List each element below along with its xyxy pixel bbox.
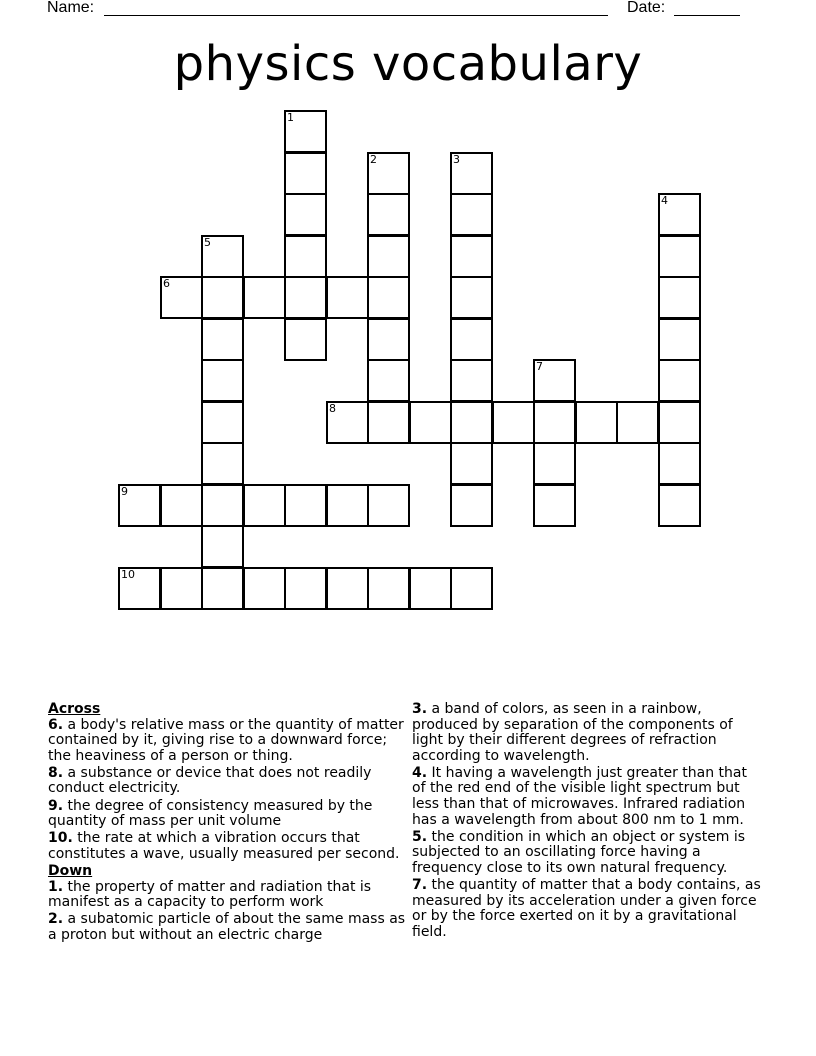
grid-cell[interactable] [450, 235, 493, 278]
grid-cell[interactable] [409, 567, 452, 610]
grid-cell[interactable] [533, 401, 576, 444]
grid-cell[interactable] [533, 484, 576, 527]
grid-cell[interactable] [326, 276, 369, 319]
clue-text: a substance or device that does not readily conduct electricity. [48, 764, 372, 797]
grid-cell[interactable] [243, 567, 286, 610]
clue-text: the quantity of matter that a body contains, as measured by its acceleration under a given force or by the force exerted on it by a gravitational field. [412, 877, 761, 940]
grid-cell[interactable] [533, 442, 576, 485]
clue-text: It having a wavelength just greater than that of the red end of the visible light spectrum but less than that of microwaves. Infrared radiation has a wavelength from about 800 nm to 1 mm. [412, 764, 747, 828]
across-heading: Across [48, 701, 101, 717]
grid-cell[interactable] [658, 359, 701, 402]
down-heading: Down [48, 862, 93, 879]
grid-cell[interactable] [450, 484, 493, 527]
clue-number: 1. [48, 878, 64, 895]
cell-number: 5 [204, 236, 211, 249]
grid-cell[interactable] [160, 567, 203, 610]
grid-cell[interactable] [326, 401, 369, 444]
cell-number: 3 [453, 153, 460, 166]
grid-cell[interactable] [201, 401, 244, 444]
grid-cell[interactable] [243, 276, 286, 319]
cell-number: 1 [287, 111, 294, 124]
grid-cell[interactable] [367, 318, 410, 361]
grid-cell[interactable] [450, 276, 493, 319]
name-label: Name: [47, 0, 95, 16]
grid-cell[interactable] [326, 567, 369, 610]
grid-cell[interactable] [575, 401, 618, 444]
grid-cell[interactable] [367, 276, 410, 319]
clue-down [48, 880, 406, 911]
puzzle-title: physics vocabulary [173, 36, 643, 92]
grid-cell[interactable] [450, 318, 493, 361]
grid-cell[interactable] [658, 276, 701, 319]
grid-cell[interactable] [201, 276, 244, 319]
clue-number: 8. [48, 764, 64, 781]
grid-cell[interactable] [450, 401, 493, 444]
grid-cell[interactable] [284, 484, 327, 527]
clue-down [412, 702, 762, 764]
clue-text: the rate at which a vibration occurs that constitutes a wave, usually measured per second. [48, 830, 400, 862]
grid-cell[interactable] [201, 567, 244, 610]
grid-cell[interactable] [118, 567, 161, 610]
grid-cell[interactable] [284, 567, 327, 610]
clue-number: 2. [48, 911, 64, 928]
clue-number: 10. [48, 830, 73, 847]
grid-cell[interactable] [409, 401, 452, 444]
grid-cell[interactable] [492, 401, 535, 444]
cell-number: 4 [661, 194, 668, 207]
grid-cell[interactable] [201, 484, 244, 527]
grid-cell[interactable] [367, 567, 410, 610]
cell-number: 2 [370, 153, 377, 166]
grid-cell[interactable] [367, 484, 410, 527]
grid-cell[interactable] [367, 193, 410, 236]
grid-cell[interactable] [450, 442, 493, 485]
clue-number: 6. [48, 716, 64, 733]
clue-across [48, 831, 406, 862]
clue-across [48, 718, 406, 765]
grid-cell[interactable] [367, 152, 410, 195]
grid-cell[interactable] [450, 359, 493, 402]
clue-column-right [412, 702, 762, 942]
cell-number: 10 [121, 568, 135, 581]
clue-text: a band of colors, as seen in a rainbow, produced by separation of the components of light by their different degrees of refraction according to wavelength. [412, 701, 733, 764]
clue-text: the condition in which an object or system is subjected to an oscillating force having a frequency close to its own natural frequency. [412, 828, 746, 876]
date-label: Date: [627, 0, 666, 16]
grid-cell[interactable] [367, 235, 410, 278]
grid-cell[interactable] [118, 484, 161, 527]
grid-cell[interactable] [284, 193, 327, 236]
clue-text: the degree of consistency measured by the quantity of mass per unit volume [48, 797, 373, 830]
clue-down [412, 830, 762, 877]
grid-cell[interactable] [284, 318, 327, 361]
clue-text: the property of matter and radiation that is manifest as a capacity to perform work [48, 878, 372, 911]
cell-number: 6 [163, 277, 170, 290]
grid-cell[interactable] [658, 193, 701, 236]
grid-cell[interactable] [201, 525, 244, 568]
grid-cell[interactable] [160, 484, 203, 527]
grid-cell[interactable] [367, 359, 410, 402]
clue-number: 3. [412, 701, 428, 717]
grid-cell[interactable] [201, 318, 244, 361]
clue-column-left [48, 702, 406, 945]
grid-cell[interactable] [284, 276, 327, 319]
grid-cell[interactable] [326, 484, 369, 527]
grid-cell[interactable] [450, 193, 493, 236]
grid-cell[interactable] [450, 567, 493, 610]
grid-cell[interactable] [160, 276, 203, 319]
clue-number: 4. [412, 764, 428, 781]
grid-cell[interactable] [658, 484, 701, 527]
cell-number: 9 [121, 485, 128, 498]
clue-number: 9. [48, 797, 64, 814]
grid-cell[interactable] [367, 401, 410, 444]
grid-cell[interactable] [658, 318, 701, 361]
clue-down [412, 766, 762, 828]
grid-cell[interactable] [658, 442, 701, 485]
clue-across [48, 799, 406, 830]
grid-cell[interactable] [243, 484, 286, 527]
clue-number: 5. [412, 828, 428, 845]
grid-cell[interactable] [284, 152, 327, 195]
grid-cell[interactable] [201, 235, 244, 278]
grid-cell[interactable] [658, 401, 701, 444]
clue-number: 7. [412, 877, 428, 894]
cell-number: 8 [329, 402, 336, 415]
grid-cell[interactable] [201, 359, 244, 402]
clue-text: a body's relative mass or the quantity of matter contained by it, giving rise to a downward force; the heaviness of a person or thing. [48, 716, 404, 764]
grid-cell[interactable] [284, 235, 327, 278]
grid-cell[interactable] [533, 359, 576, 402]
grid-cell[interactable] [616, 401, 659, 444]
cell-number: 7 [536, 360, 543, 373]
grid-cell[interactable] [658, 235, 701, 278]
clue-across [48, 766, 406, 797]
clue-down [48, 912, 406, 943]
grid-cell[interactable] [284, 110, 327, 153]
grid-cell[interactable] [201, 442, 244, 485]
clue-text: a subatomic particle of about the same mass as a proton but without an electric charge [48, 911, 406, 943]
grid-cell[interactable] [450, 152, 493, 195]
clue-down [412, 878, 762, 940]
